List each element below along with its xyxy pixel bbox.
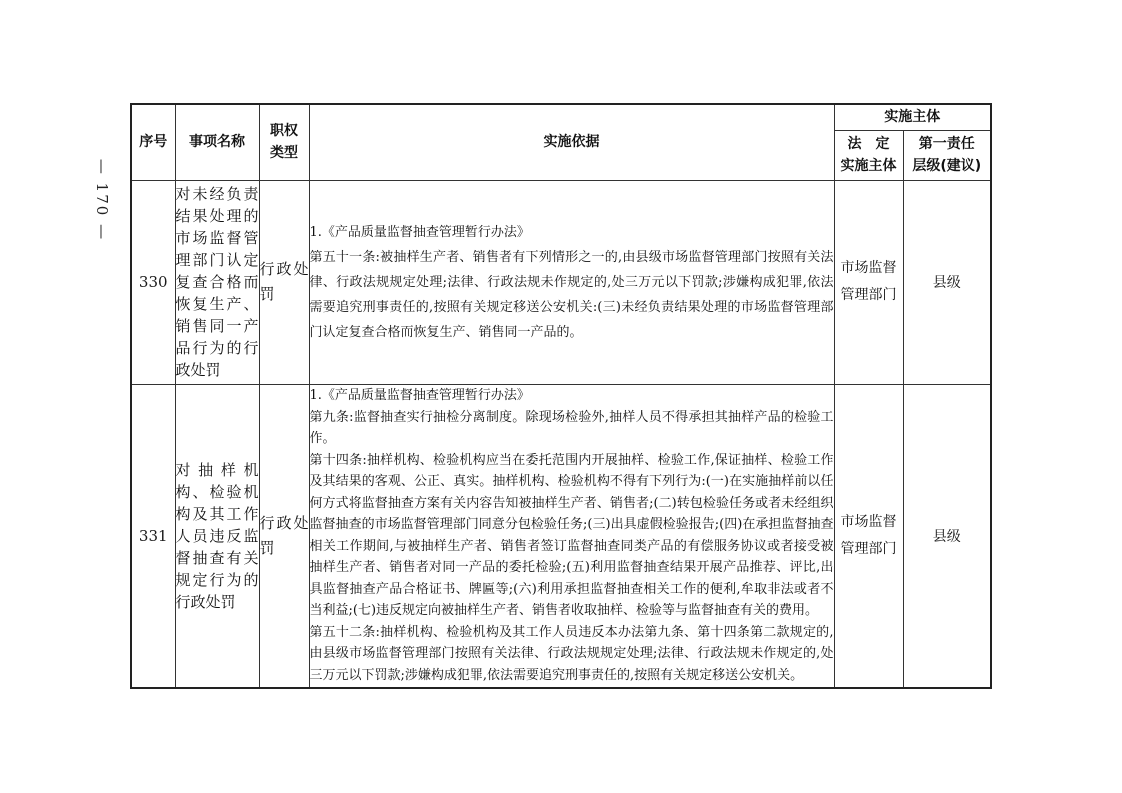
header-responsibility-line2: 层级(建议) (912, 158, 982, 174)
header-seq: 序号 (131, 104, 175, 180)
header-item-name: 事项名称 (175, 104, 259, 180)
header-responsibility-line1: 第一责任 (918, 136, 975, 152)
legal-subject-cell (834, 180, 903, 384)
basis-paragraph: 第九条:监督抽查实行抽检分离制度。除现场检验外,抽样人员不得承担其抽样产品的检验工作。 (309, 409, 834, 447)
basis-paragraph: 1.《产品质量监督抽查管理暂行办法》 (309, 388, 530, 404)
basis-paragraph: 第五十二条:抽样机构、检验机构及其工作人员违反本办法第九条、第十四条第二款规定的,由县级市场监督管理部门按照有关法律、行政法规规定处理;法律、行政法规未作规定的,处三万元以下罚款;涉嫌构成犯罪,依法需要追究刑事责任的,按照有关规定移送公安机关。 (309, 624, 834, 683)
authority-type-cell: 行政处罚 (259, 384, 309, 688)
basis-paragraph: 1.《产品质量监督抽查管理暂行办法》 (309, 224, 530, 240)
responsibility-level-cell: 县级 (903, 180, 991, 384)
header-authority-type (259, 104, 309, 180)
basis-cell (309, 180, 834, 384)
item-name-text: 对未经负责结果处理的市场监督管理部门认定复查合格而恢复生产、销售同一产品行为的行政处罚 (175, 185, 259, 379)
header-legal-subject-line2: 实施主体 (840, 158, 897, 174)
header-legal-subject (834, 130, 903, 180)
table-header-row-top (131, 104, 991, 130)
header-responsibility-level (903, 130, 991, 180)
item-name-text: 对抽样机构、检验机构及其工作人员违反监督抽查有关规定行为的行政处罚 (175, 460, 259, 611)
authority-matrix-table (130, 103, 992, 689)
responsibility-level-cell: 县级 (903, 384, 991, 688)
basis-paragraph: 第十四条:抽样机构、检验机构应当在委托范围内开展抽样、检验工作,保证抽样、检验工作及其结果的客观、公正、真实。抽样机构、检验机构不得有下列行为:(一)在实施抽样前以任何方式将监督抽查方案有关内容告知被抽样生产者、销售者;(二)转包检验任务或者未经组织监督抽查的市场监督管理部门同意分包检验任务;(三)出具虚假检验报告;(四)在承担监督抽查相关工作期间,与被抽样生产者、销售者签订监督抽查同类产品的有偿服务协议或者接受被抽样生产者、销售者对同一产品的委托检验;(五)利用监督抽查结果开展产品推荐、评比,出具监督抽查产品合格证书、牌匾等;(六)利用承担监督抽查相关工作的便利,牟取非法或者不当利益;(七)违反规定向被抽样生产者、销售者收取抽样、检验等与监督抽查有关的费用。 (309, 452, 834, 619)
page-number: — 170 — (93, 158, 111, 242)
basis-paragraph: 第五十一条:被抽样生产者、销售者有下列情形之一的,由县级市场监督管理部门按照有关法律、行政法规规定处理;法律、行政法规未作规定的,处三万元以下罚款;涉嫌构成犯罪,依法需要追究刑事责任的,按照有关规定移送公安机关:(三)未经负责结果处理的市场监督管理部门认定复查合格而恢复生产、销售同一产品的。 (309, 249, 834, 340)
item-name-cell (175, 384, 259, 688)
legal-subject-text: 市场监督管理部门 (840, 513, 897, 557)
seq-cell: 330 (131, 180, 175, 384)
legal-subject-cell (834, 384, 903, 688)
header-legal-subject-line1: 法 定 (847, 136, 890, 152)
table-row (131, 180, 991, 384)
table-row (131, 384, 991, 688)
item-name-cell (175, 180, 259, 384)
header-authority-type-line1: 职权 (270, 123, 298, 140)
seq-cell: 331 (131, 384, 175, 688)
header-basis: 实施依据 (309, 104, 834, 180)
legal-subject-text: 市场监督管理部门 (840, 260, 897, 303)
header-subject-group: 实施主体 (834, 104, 991, 130)
basis-cell (309, 384, 834, 688)
authority-type-cell: 行政处罚 (259, 180, 309, 384)
header-authority-type-line2: 类型 (270, 145, 298, 162)
